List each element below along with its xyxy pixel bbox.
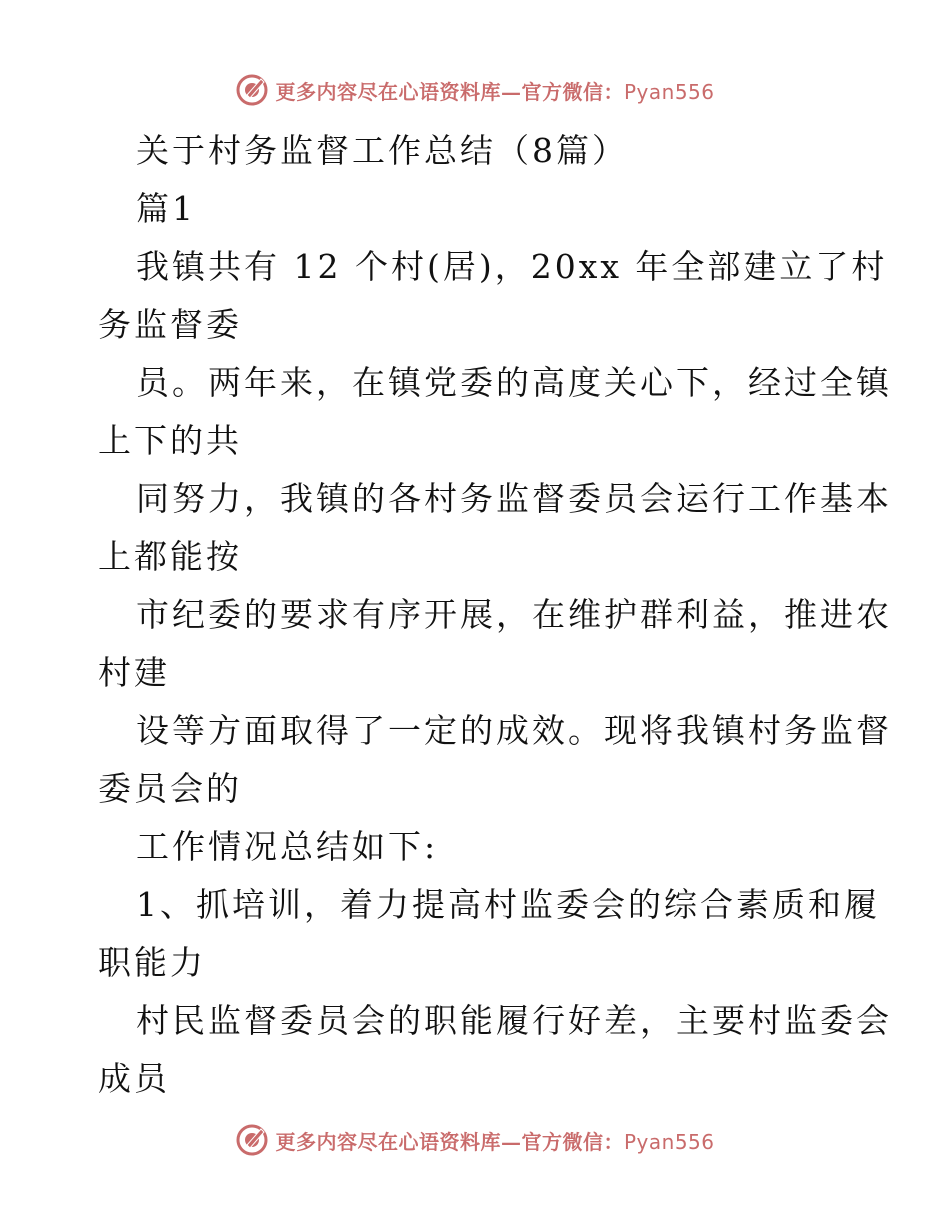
- paragraph-line: 1、抓培训，着力提高村监委会的综合素质和履: [136, 885, 880, 924]
- paragraph-line: 职能力: [98, 943, 206, 982]
- header-banner: [0, 70, 950, 110]
- paragraph-line: 市纪委的要求有序开展，在维护群利益，推进农: [136, 595, 892, 634]
- header-wechat-label: 官方微信：: [521, 79, 624, 104]
- pen-logo-icon: [235, 73, 269, 107]
- pen-logo-icon: [235, 1123, 269, 1157]
- footer-site-name: 更多内容尽在心语资料库: [275, 1129, 501, 1154]
- paragraph-line: 村建: [98, 653, 170, 692]
- footer-separator: —: [500, 1129, 522, 1154]
- paragraph-line: 我镇共有 12 个村(居)，20xx 年全部建立了村: [136, 247, 888, 286]
- footer-banner-text: [275, 1126, 714, 1155]
- paragraph-line: 工作情况总结如下:: [136, 827, 439, 866]
- paragraph-line: 设等方面取得了一定的成效。现将我镇村务监督: [136, 711, 892, 750]
- document-body: [98, 122, 892, 1108]
- header-banner-text: [275, 76, 714, 105]
- paragraph-line: 委员会的: [98, 769, 242, 808]
- header-wechat-id: Pyan556: [623, 79, 715, 104]
- paragraph-line: 员。两年来，在镇党委的高度关心下，经过全镇: [136, 363, 892, 402]
- paragraph-line: 同努力，我镇的各村务监督委员会运行工作基本: [136, 479, 892, 518]
- footer-wechat-label: 官方微信：: [521, 1129, 624, 1154]
- paragraph-line: 上都能按: [98, 537, 242, 576]
- document-title: 关于村务监督工作总结（8篇）: [136, 131, 628, 170]
- paragraph-line: 上下的共: [98, 421, 242, 460]
- header-separator: —: [500, 79, 522, 104]
- footer-wechat-id: Pyan556: [623, 1129, 715, 1154]
- paragraph-line: 务监督委: [98, 305, 242, 344]
- paragraph-line: 篇1: [136, 189, 196, 228]
- header-site-name: 更多内容尽在心语资料库: [275, 79, 501, 104]
- paragraph-line: 村民监督委员会的职能履行好差，主要村监委会: [136, 1001, 892, 1040]
- footer-banner: [0, 1120, 950, 1160]
- paragraph-line: 成员: [98, 1059, 170, 1098]
